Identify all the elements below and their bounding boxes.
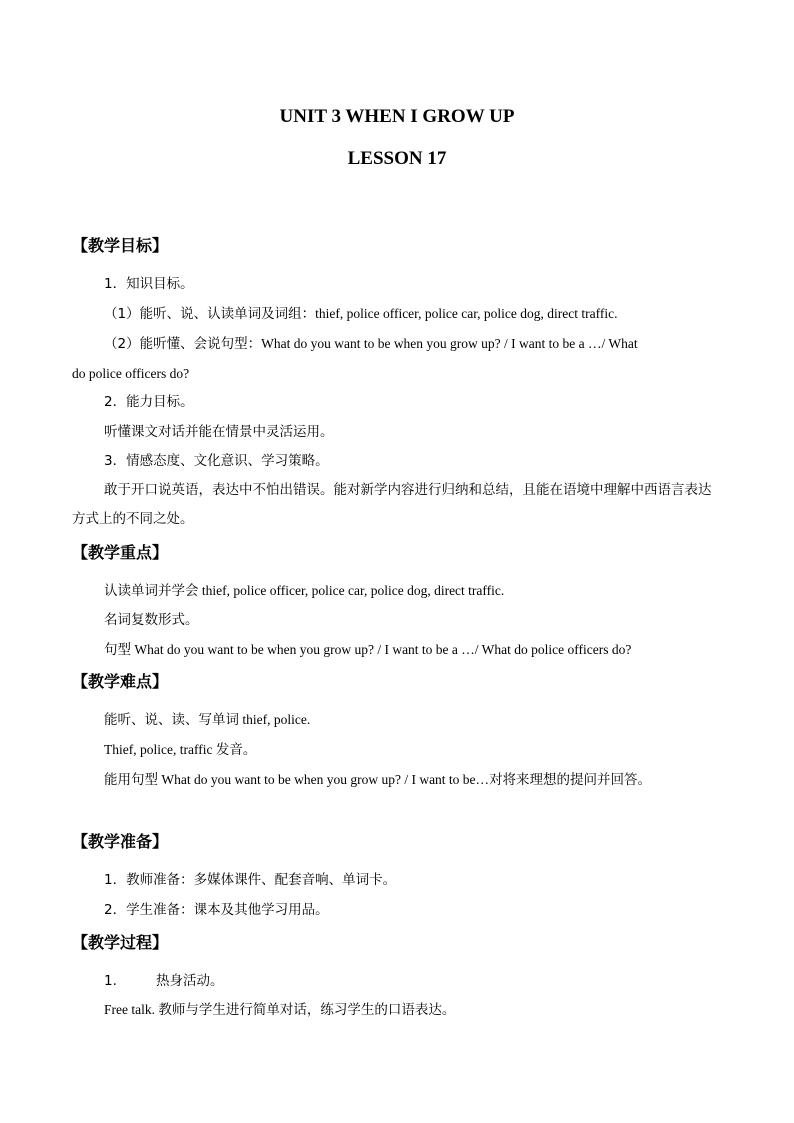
goals-item-2-text: 听懂课文对话并能在情景中灵活运用。 (104, 424, 334, 440)
goals-sub-2 (104, 334, 638, 354)
goals-item-2: 2．能力目标。 (104, 394, 194, 410)
goals-sub-2-continued (72, 364, 189, 384)
key-points-heading: 【教学重点】 (72, 543, 169, 562)
goals-item-1: 1．知识目标。 (104, 276, 194, 292)
difficulties-line-3-cn-b: 对将来理想的提问并回答。 (489, 772, 652, 788)
difficulties-line-1-cn: 能听、说、读、写单词 (104, 712, 239, 728)
lesson-title: LESSON 17 (347, 148, 447, 169)
goals-sub-1-cn: （1）能听、说、认读单词及词组： (104, 306, 316, 322)
goals-sub-2-cont: do police officers do? (72, 366, 190, 381)
key-points-line-1-cn: 认读单词并学会 (104, 583, 199, 599)
goals-sub-1 (104, 304, 618, 324)
preparation-heading: 【教学准备】 (72, 832, 169, 851)
difficulties-line-3-en: What do you want to be when you grow up? / I want to be… (158, 772, 490, 787)
process-item-1-en: Free talk. (104, 1002, 159, 1017)
process-item-1-text (104, 1000, 455, 1020)
goals-sub-2-en: What do you want to be when you grow up? / I want to be a …/ What (261, 336, 638, 351)
difficulties-line-3 (72, 765, 722, 795)
difficulties-line-1 (104, 710, 310, 730)
goals-sub-1-en: thief, police officer, police car, police dog, direct traffic. (315, 306, 618, 321)
preparation-item-2: 2．学生准备：课本及其他学习用品。 (104, 902, 329, 918)
difficulties-heading: 【教学难点】 (72, 672, 169, 691)
key-points-line-3-cn: 句型 (104, 642, 131, 658)
key-points-line-3 (104, 640, 631, 660)
process-item-1-title: 热身活动。 (156, 973, 224, 989)
difficulties-line-2 (104, 740, 256, 760)
unit-title: UNIT 3 WHEN I GROW UP (279, 106, 515, 127)
process-heading: 【教学过程】 (72, 933, 169, 952)
key-points-line-1 (104, 581, 504, 601)
preparation-item-1: 1．教师准备：多媒体课件、配套音响、单词卡。 (104, 872, 397, 888)
key-points-line-3-en: What do you want to be when you grow up? / I want to be a …/ What do police officers do? (131, 642, 632, 657)
difficulties-line-2-en: Thief, police, traffic (104, 742, 216, 757)
difficulties-line-3-cn-a: 能用句型 (104, 772, 158, 788)
key-points-line-1-en: thief, police officer, police car, police dog, direct traffic. (198, 583, 505, 598)
goals-heading: 【教学目标】 (72, 236, 169, 255)
goals-sub-2-cn: （2）能听懂、会说句型： (104, 336, 262, 352)
goals-item-3: 3．情感态度、文化意识、学习策略。 (104, 453, 329, 469)
difficulties-line-1-en: thief, police. (239, 712, 311, 727)
process-item-1-number: 1. (104, 973, 117, 989)
process-item-1-cn: 教师与学生进行简单对话，练习学生的口语表达。 (158, 1002, 456, 1018)
goals-item-3-text: 敢于开口说英语，表达中不怕出错误。能对新学内容进行归纳和总结，且能在语境中理解中西语言表达方式上的不同之处。 (72, 482, 712, 527)
key-points-line-2: 名词复数形式。 (104, 612, 199, 628)
difficulties-line-2-cn: 发音。 (215, 742, 257, 758)
